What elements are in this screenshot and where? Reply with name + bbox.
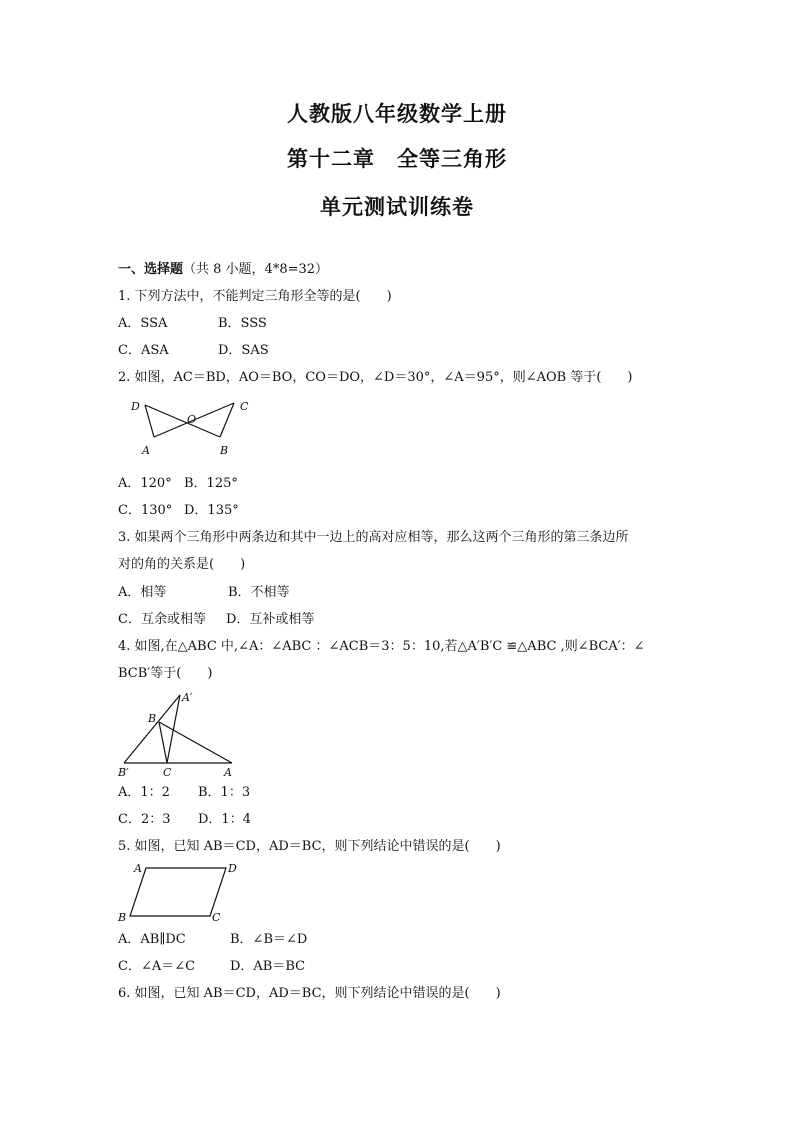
q3-option-a: A．相等	[118, 585, 167, 600]
q3-option-d: D．互补或相等	[226, 612, 315, 627]
q2-option-a: A．120°	[118, 476, 172, 491]
q2-label-a: A	[142, 444, 150, 457]
q4-figure	[114, 688, 244, 780]
document-title: 人教版八年级数学上册	[287, 102, 507, 126]
question-4-stem-line1: 4. 如图,在△ABC 中,∠A：∠ABC ：∠ACB＝3：5：10,若△A′B′C ≌△ABC ,则∠BCA′：∠	[118, 639, 645, 654]
test-title: 单元测试训练卷	[320, 195, 474, 219]
q4-label-b: B	[148, 712, 157, 725]
question-2-stem: 2. 如图，AC＝BD，AO＝BO，CO＝DO，∠D＝30°，∠A＝95°，则∠AOB 等于( )	[118, 370, 633, 385]
q2-label-c: C	[240, 400, 249, 413]
q5-option-c: C．∠A＝∠C	[118, 959, 196, 974]
q3-option-c: C．互余或相等	[118, 612, 206, 627]
q4-label-b-prime: B′	[118, 766, 129, 779]
q5-figure	[114, 858, 244, 926]
q2-option-d: D．135°	[184, 503, 239, 518]
q1-option-b: B．SSS	[218, 316, 267, 331]
section-heading	[118, 262, 328, 278]
question-1-stem: 1. 下列方法中，不能判定三角形全等的是( )	[118, 289, 392, 304]
q2-segment-db	[145, 405, 220, 437]
q1-option-c: C．ASA	[118, 343, 169, 358]
q5-option-d: D．AB＝BC	[230, 959, 306, 974]
q4-label-a-prime: A′	[182, 691, 193, 704]
q2-label-d: D	[131, 400, 140, 413]
q5-label-c: C	[212, 911, 221, 924]
q4-segment-bc	[159, 722, 167, 763]
section-note: （共 8 小题，4*8=32）	[183, 262, 329, 277]
q3-option-b: B．不相等	[228, 585, 290, 600]
q5-label-d: D	[228, 862, 237, 875]
q5-parallelogram	[130, 868, 226, 916]
q2-segment-da	[145, 405, 154, 437]
q5-label-a: A	[134, 862, 142, 875]
question-4-stem-line2: BCB′等于( )	[118, 666, 213, 681]
q4-label-a: A	[224, 766, 232, 779]
section-label: 一、选择题	[118, 262, 184, 277]
q2-option-b: B．125°	[184, 476, 238, 491]
q2-option-c: C．130°	[118, 503, 173, 518]
question-6-stem: 6. 如图，已知 AB＝CD，AD＝BC，则下列结论中错误的是( )	[118, 986, 501, 1001]
q5-option-b: B．∠B＝∠D	[230, 932, 308, 947]
q4-option-d: D．1：4	[198, 812, 251, 827]
q4-segment-a-prime-c	[167, 695, 180, 763]
q4-option-c: C．2：3	[118, 812, 171, 827]
question-3-stem-line2: 对的角的关系是( )	[118, 557, 246, 572]
question-3-stem-line1: 3. 如果两个三角形中两条边和其中一边上的高对应相等，那么这两个三角形的第三条边所	[118, 530, 629, 545]
q1-option-a: A．SSA	[118, 316, 168, 331]
q2-label-b: B	[220, 444, 229, 457]
question-5-stem: 5. 如图，已知 AB＝CD，AD＝BC，则下列结论中错误的是( )	[118, 839, 501, 854]
q2-label-o: O	[187, 413, 197, 426]
chapter-title: 第十二章 全等三角形	[287, 147, 507, 171]
q4-label-c: C	[163, 766, 172, 779]
q4-option-a: A．1：2	[118, 785, 170, 800]
q4-option-b: B．1：3	[198, 785, 251, 800]
q1-option-d: D．SAS	[218, 343, 269, 358]
q2-figure	[120, 394, 260, 460]
q5-label-b: B	[118, 911, 127, 924]
q5-option-a: A．AB∥DC	[118, 932, 186, 947]
q4-segment-ba	[159, 722, 232, 763]
